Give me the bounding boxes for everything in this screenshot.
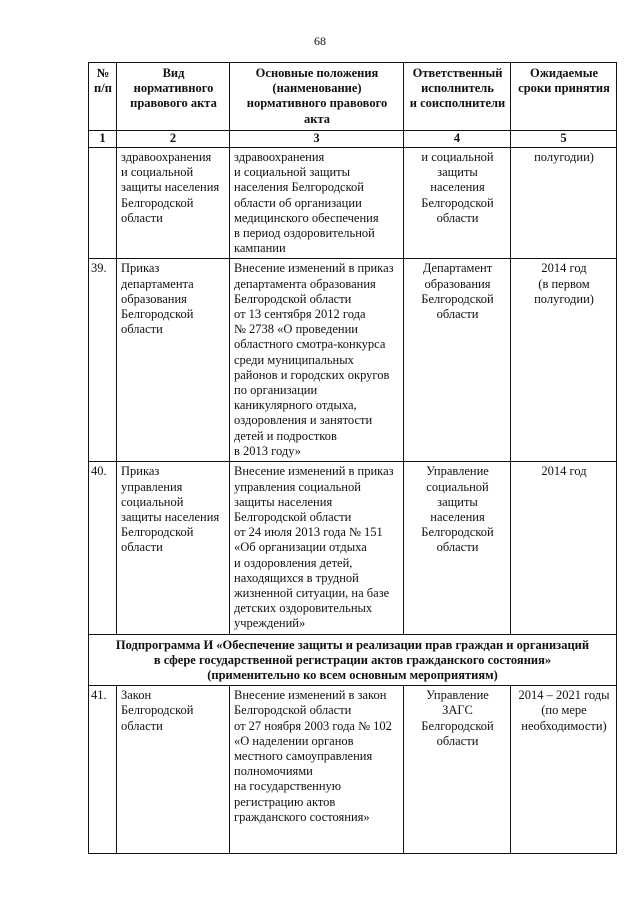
act-type-cell: Приказ управления социальной защиты населения Белгородской области (117, 462, 230, 634)
deadline-cell: 2014 год (в первом полугодии) (511, 259, 617, 462)
table-row (89, 148, 617, 259)
provisions-cell: Внесение изменений в закон Белгородской области от 27 ноября 2003 года № 102 «О наделении органов местного самоуправления полномочиями на государственную регистрацию актов гражданского состояния» (230, 686, 404, 854)
section-title: Подпрограмма И «Обеспечение защиты и реализации прав граждан и организаций в сфере государственной регистрации актов гражданского состояния» (применительно ко всем основным мероприятиям) (89, 634, 617, 686)
table-row (89, 686, 617, 854)
row-number (89, 148, 117, 259)
header-row (89, 63, 617, 131)
column-number: 1 (89, 131, 117, 148)
header-act-type: Вид нормативного правового акта (117, 63, 230, 131)
row-number: 39. (89, 259, 117, 462)
deadline-cell: 2014 – 2021 годы (по мере необходимости) (511, 686, 617, 854)
responsible-cell: и социальной защиты населения Белгородской области (404, 148, 511, 259)
responsible-cell: Департамент образования Белгородской области (404, 259, 511, 462)
header-responsible: Ответственный исполнитель и соисполнители (404, 63, 511, 131)
page-number: 68 (314, 34, 326, 48)
column-number: 5 (511, 131, 617, 148)
header-num: № п/п (89, 63, 117, 131)
header-provisions: Основные положения (наименование) нормативного правового акта (230, 63, 404, 131)
provisions-cell: Внесение изменений в приказ управления социальной защиты населения Белгородской области от 24 июля 2013 года № 151 «Об организации отдыха и оздоровления детей, находящихся в трудной жизненной ситуации, на базе детских оздоровительных учреждений» (230, 462, 404, 634)
column-number: 4 (404, 131, 511, 148)
act-type-cell: Приказ департамента образования Белгородской области (117, 259, 230, 462)
act-type-cell: здравоохранения и социальной защиты населения Белгородской области (117, 148, 230, 259)
deadline-cell: полугодии) (511, 148, 617, 259)
row-number: 40. (89, 462, 117, 634)
table-row (89, 259, 617, 462)
responsible-cell: Управление социальной защиты населения Белгородской области (404, 462, 511, 634)
row-number: 41. (89, 686, 117, 854)
deadline-cell: 2014 год (511, 462, 617, 634)
column-number: 2 (117, 131, 230, 148)
measures-table (88, 62, 617, 854)
header-deadline: Ожидаемые сроки принятия (511, 63, 617, 131)
column-number-row (89, 131, 617, 148)
column-number: 3 (230, 131, 404, 148)
table-row (89, 462, 617, 634)
act-type-cell: Закон Белгородской области (117, 686, 230, 854)
section-row (89, 634, 617, 686)
provisions-cell: Внесение изменений в приказ департамента образования Белгородской области от 13 сентября 2012 года № 2738 «О проведении областного смотра-конкурса среди муниципальных районов и городских округов по организации каникулярного отдыха, оздоровления и занятости детей и подростков в 2013 году» (230, 259, 404, 462)
provisions-cell: здравоохранения и социальной защиты населения Белгородской области об организации медицинского обеспечения в период оздоровительной кампании (230, 148, 404, 259)
responsible-cell: Управление ЗАГС Белгородской области (404, 686, 511, 854)
